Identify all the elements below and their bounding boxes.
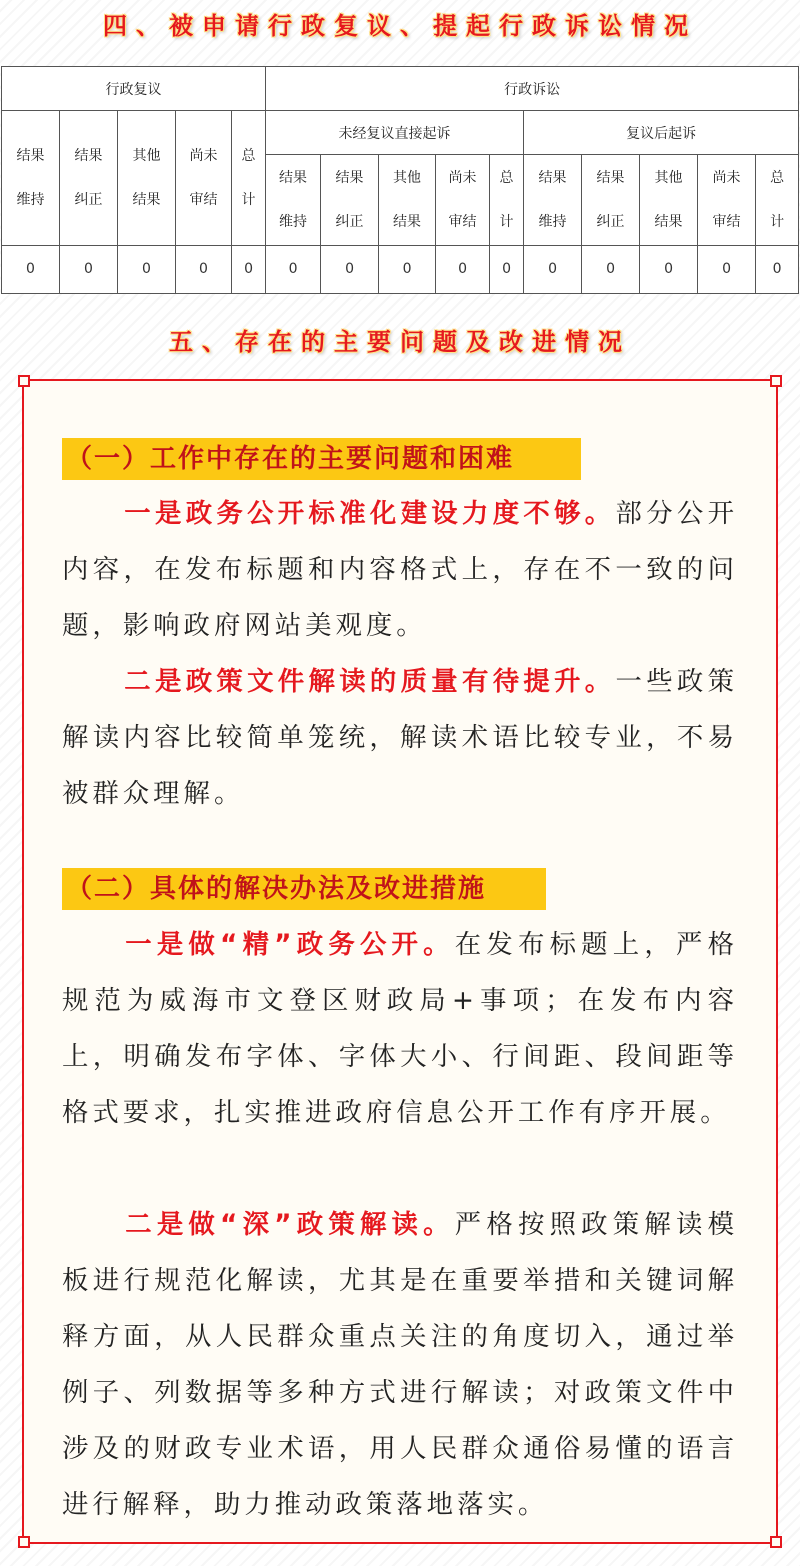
paragraph-lead: 二是做“深”政策解读。	[124, 1209, 455, 1240]
subheading-problems: （一）工作中存在的主要问题和困难	[62, 438, 581, 480]
col-header: 其他 结果	[118, 111, 176, 246]
col-header: 结果 维持	[2, 111, 60, 246]
table-cell: 0	[232, 245, 266, 293]
subgroup-header-direct: 未经复议直接起诉	[266, 111, 524, 155]
col-header: 总 计	[490, 155, 524, 245]
paragraph	[62, 654, 738, 822]
paragraph-lead: 一是做“精”政务公开。	[124, 929, 455, 960]
table-cell: 0	[379, 245, 436, 293]
group-header-review: 行政复议	[2, 67, 266, 111]
section-4-title: 四、被申请行政复议、提起行政诉讼情况	[103, 12, 697, 40]
table-cell: 0	[640, 245, 698, 293]
section-5-title: 五、存在的主要问题及改进情况	[169, 328, 631, 356]
col-header: 结果 纠正	[582, 155, 640, 245]
paragraph	[62, 486, 738, 654]
corner-ornament	[770, 375, 782, 387]
paragraph-lead: 二是政策文件解读的质量有待提升。	[124, 666, 616, 697]
table-cell: 0	[321, 245, 379, 293]
col-header: 尚未 审结	[176, 111, 232, 246]
col-header: 尚未 审结	[698, 155, 756, 245]
table-cell: 0	[2, 245, 60, 293]
table-cell: 0	[266, 245, 321, 293]
corner-ornament	[18, 375, 30, 387]
table-cell: 0	[698, 245, 756, 293]
col-header: 总 计	[232, 111, 266, 246]
paragraph-text: 部分公开内容，在发布标题和内容格式上，存在不一致的问题，影响政府网站美观度。	[62, 498, 739, 641]
table-cell: 0	[524, 245, 582, 293]
corner-ornament	[770, 1536, 782, 1548]
table-cell: 0	[436, 245, 490, 293]
paragraph	[62, 917, 738, 1141]
table-cell: 0	[60, 245, 118, 293]
col-header: 结果 纠正	[321, 155, 379, 245]
col-header: 其他 结果	[379, 155, 436, 245]
table-cell: 0	[756, 245, 799, 293]
col-header: 总 计	[756, 155, 799, 245]
paragraph-text: 在发布标题上，严格规范为威海市文登区财政局+事项；在发布内容上，明确发布字体、字体大小、行间距、段间距等格式要求，扎实推进政府信息公开工作有序开展。	[62, 929, 738, 1128]
paragraph-lead: 一是政务公开标准化建设力度不够。	[124, 498, 616, 529]
paragraph-text: 一些政策解读内容比较简单笼统，解读术语比较专业，不易被群众理解。	[62, 666, 739, 809]
corner-ornament	[18, 1536, 30, 1548]
group-header-litigation: 行政诉讼	[266, 67, 799, 111]
subheading-solutions: （二）具体的解决办法及改进措施	[62, 868, 546, 910]
col-header: 结果 纠正	[60, 111, 118, 246]
paragraph-text: 严格按照政策解读模板进行规范化解读，尤其是在重要举措和关键词解释方面，从人民群众重点关注的角度切入，通过举例子、列数据等多种方式进行解读；对政策文件中涉及的财政专业术语，用人民群众通俗易懂的语言进行解释，助力推动政策落地落实。	[62, 1209, 738, 1520]
table-cell: 0	[582, 245, 640, 293]
paragraph	[62, 1197, 738, 1533]
subgroup-header-after: 复议后起诉	[524, 111, 799, 155]
table-cell: 0	[490, 245, 524, 293]
col-header: 尚未 审结	[436, 155, 490, 245]
litigation-stats-table	[1, 66, 799, 294]
col-header: 结果 维持	[266, 155, 321, 245]
col-header: 结果 维持	[524, 155, 582, 245]
table-cell: 0	[176, 245, 232, 293]
col-header: 其他 结果	[640, 155, 698, 245]
table-cell: 0	[118, 245, 176, 293]
